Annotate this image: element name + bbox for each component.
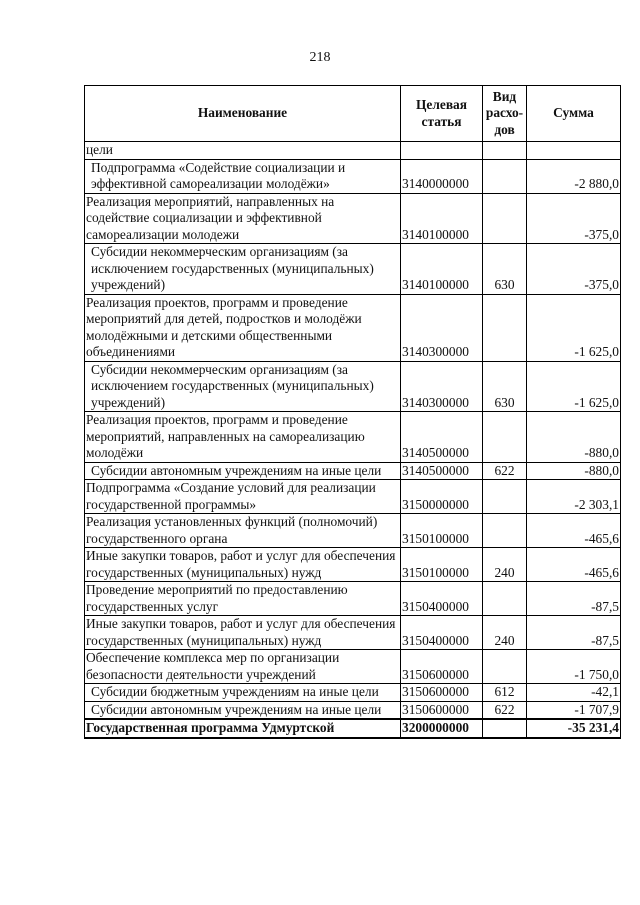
header-expense-type: Вид расхо-дов bbox=[483, 86, 527, 142]
row-expense-type-cell bbox=[483, 142, 527, 160]
table-row bbox=[85, 294, 621, 361]
row-name-cell: Государственная программа Удмуртской bbox=[85, 719, 401, 738]
row-expense-type-cell: 630 bbox=[483, 361, 527, 412]
table-total-row bbox=[85, 719, 621, 738]
row-expense-type-cell bbox=[483, 480, 527, 514]
row-name-cell: Субсидии автономным учреждениям на иные цели bbox=[85, 462, 401, 480]
row-article-cell: 3140300000 bbox=[401, 294, 483, 361]
row-name-cell: Субсидии бюджетным учреждениям на иные цели bbox=[85, 684, 401, 702]
row-article-cell: 3200000000 bbox=[401, 719, 483, 738]
row-expense-type-cell: 612 bbox=[483, 684, 527, 702]
table-header-row bbox=[85, 86, 621, 142]
row-expense-type-cell bbox=[483, 719, 527, 738]
row-name-cell: Иные закупки товаров, работ и услуг для обеспечения государственных (муниципальных) нужд bbox=[85, 616, 401, 650]
page-number: 218 bbox=[309, 50, 331, 65]
row-amount-cell: -1 625,0 bbox=[527, 294, 621, 361]
table-row bbox=[85, 650, 621, 684]
row-amount-cell: -880,0 bbox=[527, 462, 621, 480]
row-article-cell: 3140100000 bbox=[401, 244, 483, 295]
row-amount-cell: -2 303,1 bbox=[527, 480, 621, 514]
table-row bbox=[85, 142, 621, 160]
row-article-cell: 3150000000 bbox=[401, 480, 483, 514]
row-amount-cell: -465,6 bbox=[527, 548, 621, 582]
row-name-cell: Реализация мероприятий, направленных на содействие социализации и эффективной самореализации молодежи bbox=[85, 193, 401, 244]
table-row bbox=[85, 159, 621, 193]
row-amount-cell: -87,5 bbox=[527, 582, 621, 616]
row-amount-cell: -465,6 bbox=[527, 514, 621, 548]
row-article-cell: 3150400000 bbox=[401, 616, 483, 650]
table-row bbox=[85, 462, 621, 480]
row-expense-type-cell bbox=[483, 582, 527, 616]
row-amount-cell: -880,0 bbox=[527, 412, 621, 463]
row-article-cell bbox=[401, 142, 483, 160]
row-name-cell: Реализация проектов, программ и проведение мероприятий, направленных на самореализацию молодёжи bbox=[85, 412, 401, 463]
header-name: Наименование bbox=[85, 86, 401, 142]
table-row bbox=[85, 701, 621, 719]
row-amount-cell: -375,0 bbox=[527, 244, 621, 295]
row-expense-type-cell: 622 bbox=[483, 701, 527, 719]
row-expense-type-cell: 630 bbox=[483, 244, 527, 295]
row-name-cell: Обеспечение комплекса мер по организации безопасности деятельности учреждений bbox=[85, 650, 401, 684]
row-expense-type-cell: 622 bbox=[483, 462, 527, 480]
row-name-cell: цели bbox=[85, 142, 401, 160]
row-name-cell: Подпрограмма «Создание условий для реализации государственной программы» bbox=[85, 480, 401, 514]
row-article-cell: 3150100000 bbox=[401, 514, 483, 548]
table-row bbox=[85, 193, 621, 244]
table-row bbox=[85, 548, 621, 582]
table-row bbox=[85, 684, 621, 702]
row-article-cell: 3150600000 bbox=[401, 684, 483, 702]
table-row bbox=[85, 480, 621, 514]
row-name-cell: Субсидии автономным учреждениям на иные цели bbox=[85, 701, 401, 719]
row-expense-type-cell bbox=[483, 294, 527, 361]
row-name-cell: Субсидии некоммерческим организациям (за исключением государственных (муниципальных) учреждений) bbox=[85, 361, 401, 412]
table-row bbox=[85, 361, 621, 412]
row-name-cell: Иные закупки товаров, работ и услуг для обеспечения государственных (муниципальных) нужд bbox=[85, 548, 401, 582]
row-article-cell: 3150100000 bbox=[401, 548, 483, 582]
row-name-cell: Подпрограмма «Содействие социализации и эффективной самореализации молодёжи» bbox=[85, 159, 401, 193]
row-article-cell: 3150400000 bbox=[401, 582, 483, 616]
row-name-cell: Субсидии некоммерческим организациям (за исключением государственных (муниципальных) учреждений) bbox=[85, 244, 401, 295]
row-expense-type-cell bbox=[483, 159, 527, 193]
row-expense-type-cell bbox=[483, 193, 527, 244]
row-article-cell: 3140100000 bbox=[401, 193, 483, 244]
row-expense-type-cell: 240 bbox=[483, 548, 527, 582]
row-amount-cell bbox=[527, 142, 621, 160]
row-expense-type-cell bbox=[483, 514, 527, 548]
header-amount: Сумма bbox=[527, 86, 621, 142]
row-name-cell: Реализация проектов, программ и проведение мероприятий для детей, подростков и молодёжи молодёжными и детскими общественными объединениями bbox=[85, 294, 401, 361]
row-article-cell: 3140300000 bbox=[401, 361, 483, 412]
table-row bbox=[85, 244, 621, 295]
row-amount-cell: -1 750,0 bbox=[527, 650, 621, 684]
table-row bbox=[85, 582, 621, 616]
table-row bbox=[85, 616, 621, 650]
table-body bbox=[85, 142, 621, 738]
row-expense-type-cell bbox=[483, 412, 527, 463]
row-amount-cell: -1 707,9 bbox=[527, 701, 621, 719]
row-article-cell: 3150600000 bbox=[401, 650, 483, 684]
header-article: Целевая статья bbox=[401, 86, 483, 142]
row-article-cell: 3140500000 bbox=[401, 412, 483, 463]
table-row bbox=[85, 514, 621, 548]
row-name-cell: Проведение мероприятий по предоставлению государственных услуг bbox=[85, 582, 401, 616]
row-amount-cell: -2 880,0 bbox=[527, 159, 621, 193]
row-amount-cell: -87,5 bbox=[527, 616, 621, 650]
row-expense-type-cell: 240 bbox=[483, 616, 527, 650]
row-expense-type-cell bbox=[483, 650, 527, 684]
row-amount-cell: -42,1 bbox=[527, 684, 621, 702]
row-amount-cell: -1 625,0 bbox=[527, 361, 621, 412]
row-article-cell: 3150600000 bbox=[401, 701, 483, 719]
row-name-cell: Реализация установленных функций (полномочий) государственного органа bbox=[85, 514, 401, 548]
row-article-cell: 3140500000 bbox=[401, 462, 483, 480]
row-article-cell: 3140000000 bbox=[401, 159, 483, 193]
table-row bbox=[85, 412, 621, 463]
row-amount-cell: -35 231,4 bbox=[527, 719, 621, 738]
budget-table bbox=[84, 85, 621, 739]
row-amount-cell: -375,0 bbox=[527, 193, 621, 244]
